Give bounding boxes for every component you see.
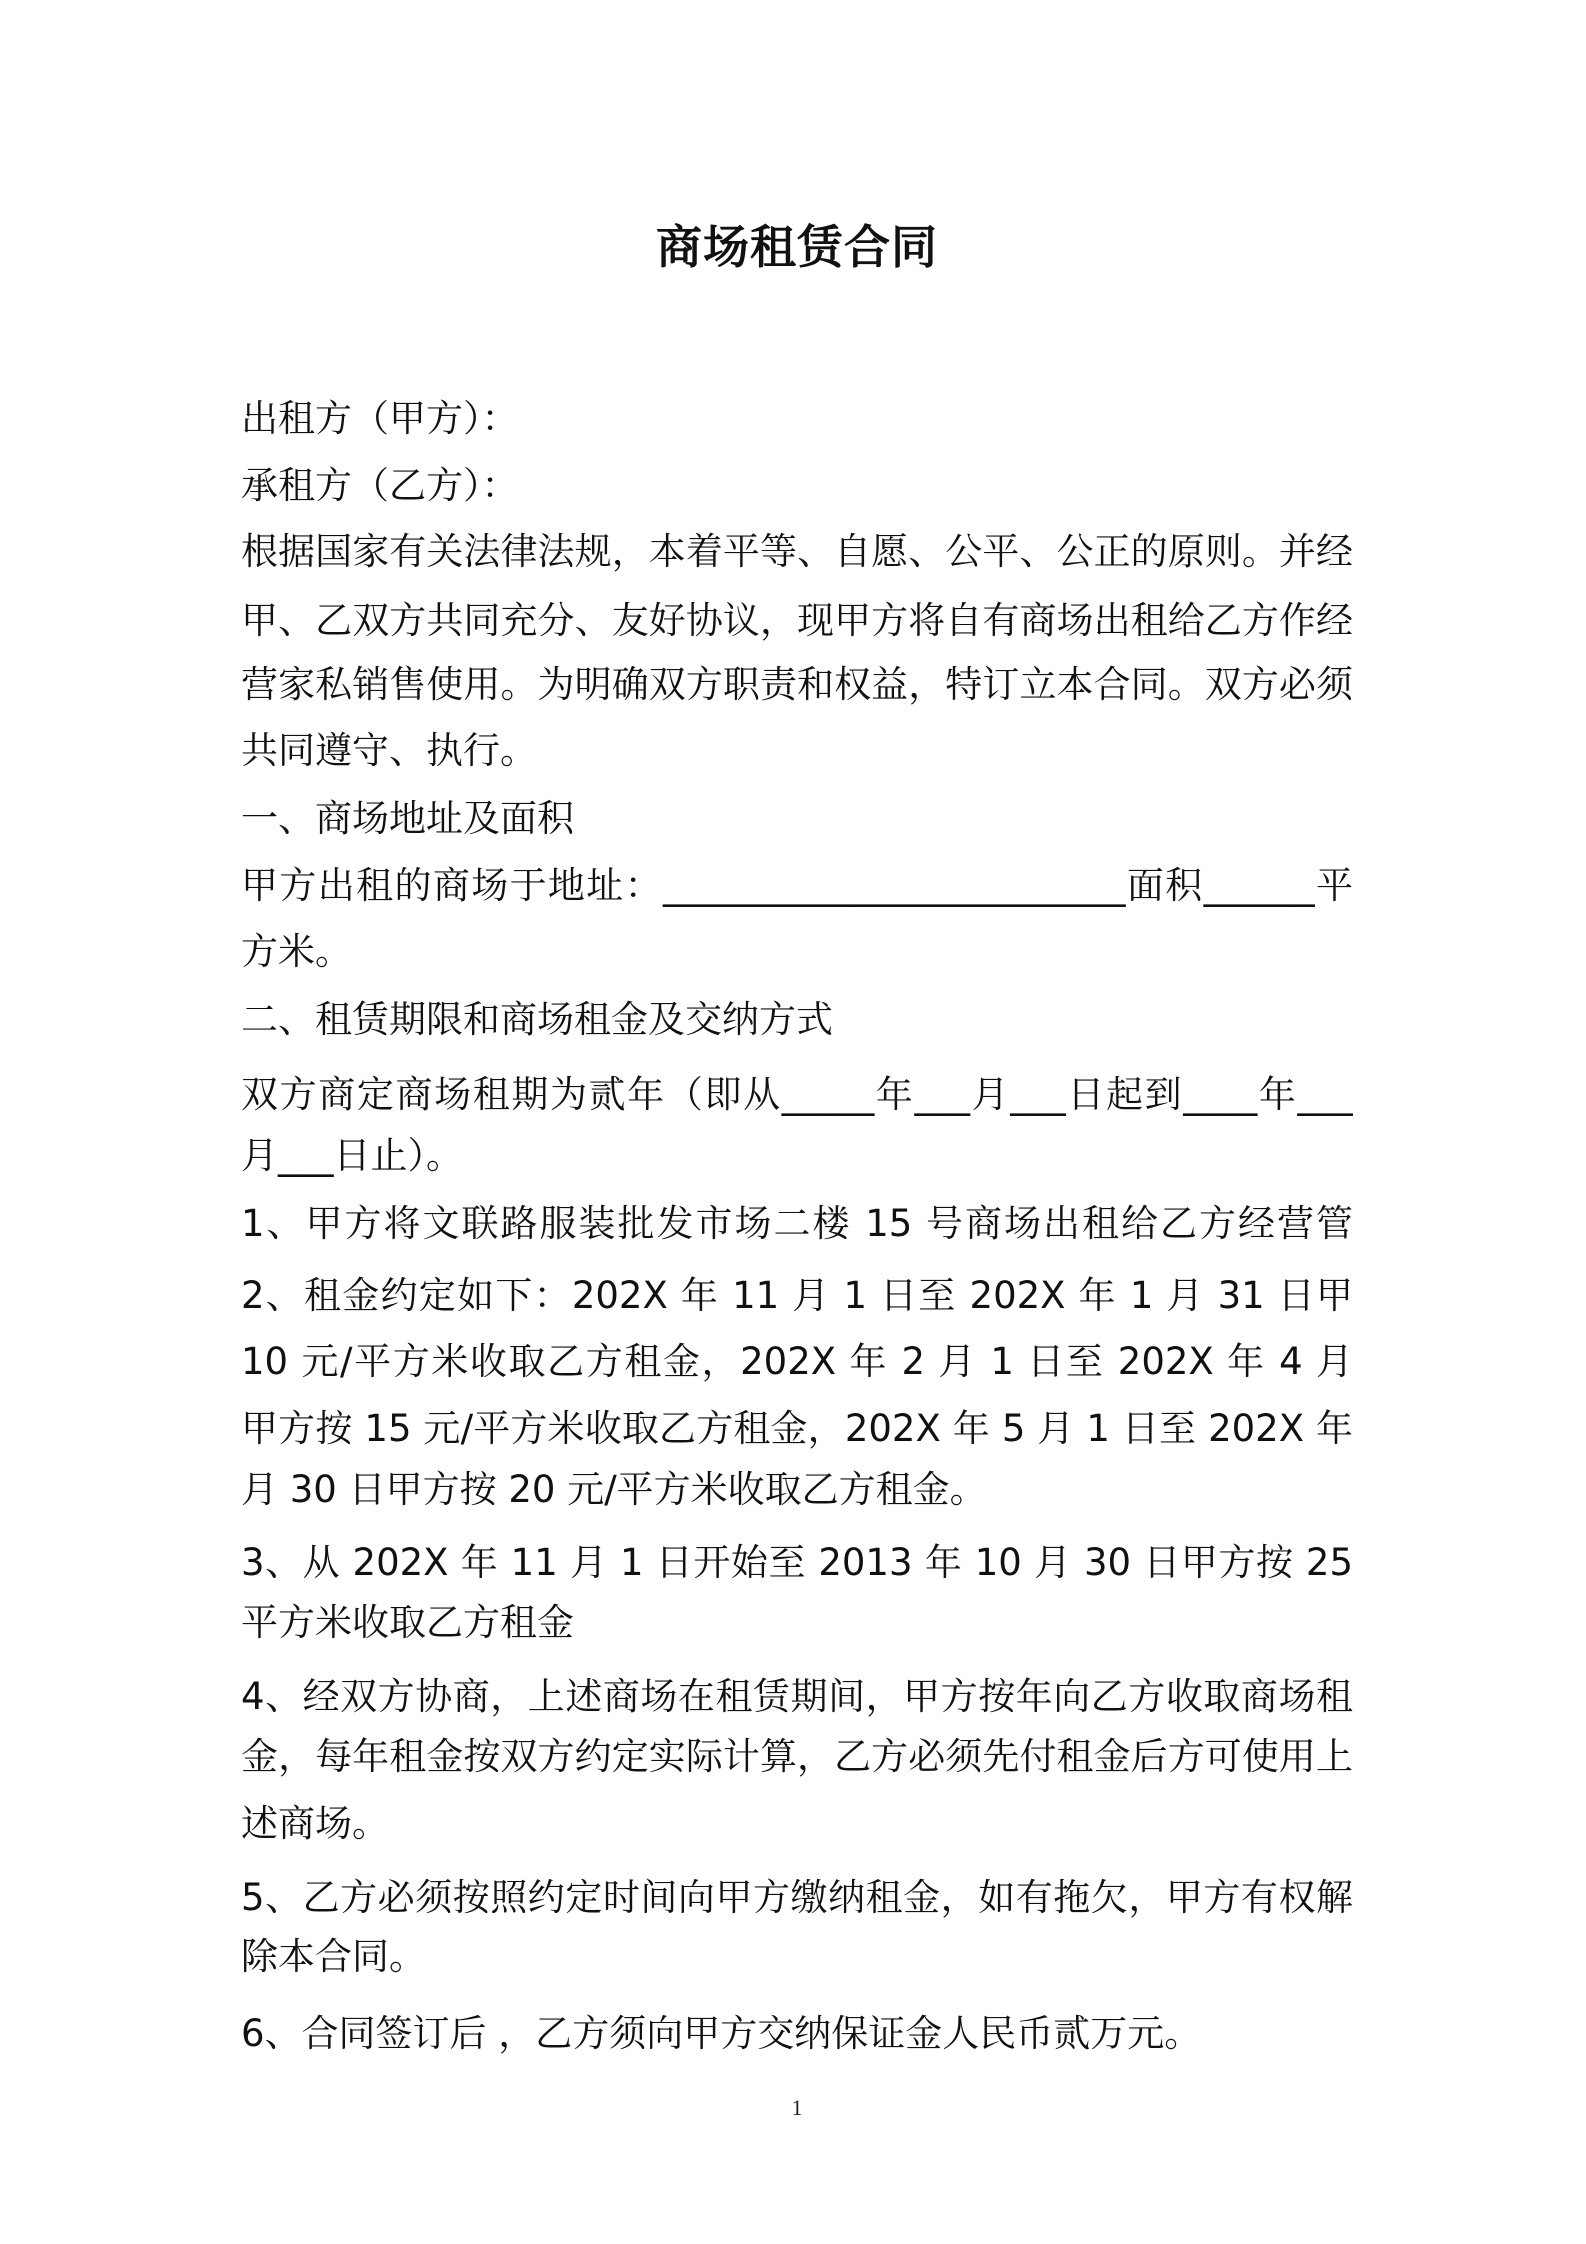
clause-line: 3、从 202X 年 11 月 1 日开始至 2013 年 10 月 30 日甲方按 25 bbox=[241, 1541, 1353, 1584]
clause-line: 月 30 日甲方按 20 元/平方米收取乙方租金。 bbox=[241, 1468, 987, 1511]
section-1-heading: 一、商场地址及面积 bbox=[241, 797, 574, 840]
clause-line: 甲方按 15 元/平方米收取乙方租金，202X 年 5 月 1 日至 202X 年 bbox=[241, 1407, 1353, 1450]
clause-line: 4、经双方协商，上述商场在租赁期间，甲方按年向乙方收取商场租 bbox=[241, 1675, 1353, 1718]
clause-line: 除本合同。 bbox=[241, 1935, 426, 1978]
address-line: 方米。 bbox=[241, 930, 352, 973]
preamble-line: 营家私销售使用。为明确双方职责和权益，特订立本合同。双方必须 bbox=[241, 663, 1353, 706]
preamble-line: 甲、乙双方共同充分、友好协议，现甲方将自有商场出租给乙方作经 bbox=[241, 599, 1353, 642]
lease-term-line: 双方商定商场租期为贰年（即从_____年___月___日起到____年___ bbox=[241, 1073, 1353, 1116]
lessee-label: 承租方（乙方）： bbox=[241, 464, 519, 507]
clause-line: 2、租金约定如下：202X 年 11 月 1 日至 202X 年 1 月 31 日甲 bbox=[241, 1274, 1353, 1317]
clause-line: 6、合同签订后 ，乙方须向甲方交纳保证金人民币贰万元。 bbox=[241, 2012, 1202, 2055]
preamble-line: 根据国家有关法律法规，本着平等、自愿、公平、公正的原则。并经 bbox=[241, 530, 1353, 573]
lease-term-line: 月___日止）。 bbox=[241, 1134, 463, 1177]
lessor-label: 出租方（甲方）： bbox=[241, 397, 519, 440]
page-number: 1 bbox=[791, 2095, 803, 2120]
address-line: 甲方出租的商场于地址：_________________________面积______平 bbox=[241, 864, 1353, 907]
clause-line: 述商场。 bbox=[241, 1802, 389, 1845]
clause-line: 5、乙方必须按照约定时间向甲方缴纳租金，如有拖欠，甲方有权解 bbox=[241, 1876, 1353, 1919]
clause-line: 10 元/平方米收取乙方租金，202X 年 2 月 1 日至 202X 年 4 月 bbox=[241, 1340, 1353, 1383]
preamble-line: 共同遵守、执行。 bbox=[241, 729, 537, 772]
clause-line: 1、甲方将文联路服装批发市场二楼 15 号商场出租给乙方经营管 bbox=[241, 1202, 1353, 1245]
clause-line: 金，每年租金按双方约定实际计算，乙方必须先付租金后方可使用上 bbox=[241, 1735, 1353, 1778]
section-2-heading: 二、租赁期限和商场租金及交纳方式 bbox=[241, 998, 833, 1041]
clause-line: 平方米收取乙方租金 bbox=[241, 1601, 574, 1644]
page-title: 商场租赁合同 bbox=[656, 220, 938, 274]
